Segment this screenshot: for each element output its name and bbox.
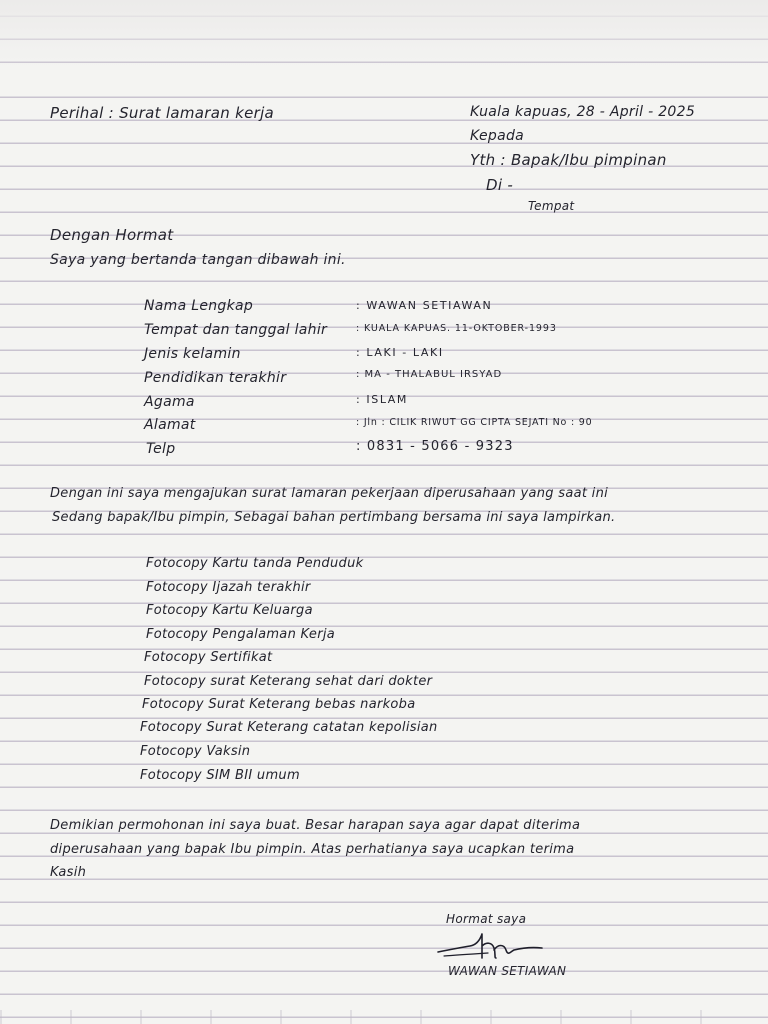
identity-label-birth: Tempat dan tanggal lahir	[144, 322, 328, 338]
attachment-item: Fotocopy Surat Keterang bebas narkoba	[142, 697, 416, 712]
attachment-item: Fotocopy Sertifikat	[144, 650, 273, 665]
identity-value-address: : Jln : CILIK RIWUT GG CIPTA SEJATI No : 90	[356, 417, 593, 428]
recipient-place: Tempat	[528, 199, 575, 213]
signoff-name: WAWAN SETIAWAN	[448, 964, 567, 978]
recipient-line: Yth : Bapak/Ibu pimpinan	[470, 151, 667, 169]
identity-value-birth: : KUALA KAPUAS. 11-OKTOBER-1993	[356, 323, 557, 334]
attachment-item: Fotocopy Pengalaman Kerja	[146, 627, 336, 642]
recipient-label: Kepada	[470, 128, 525, 144]
body-paragraph-line: Sedang bapak/Ibu pimpin, Sebagai bahan pertimbang bersama ini saya lampirkan.	[52, 510, 616, 525]
attachment-item: Fotocopy Vaksin	[140, 744, 251, 759]
closing-paragraph-line: diperusahaan yang bapak Ibu pimpin. Atas perhatianya saya ucapkan terima	[50, 842, 575, 857]
identity-value-education: : MA - THALABUL IRSYAD	[356, 369, 503, 380]
attachment-item: Fotocopy Kartu tanda Penduduk	[146, 556, 364, 571]
closing-paragraph-line: Demikian permohonan ini saya buat. Besar harapan saya agar dapat diterima	[50, 818, 581, 833]
identity-label-religion: Agama	[144, 394, 195, 410]
subject-line: Perihal : Surat lamaran kerja	[50, 104, 275, 122]
identity-label-address: Alamat	[144, 417, 196, 433]
attachment-item: Fotocopy Kartu Keluarga	[146, 603, 313, 618]
recipient-di: Di -	[486, 176, 514, 194]
greeting: Dengan Hormat	[50, 226, 174, 244]
identity-label-phone: Telp	[146, 441, 176, 457]
place-date: Kuala kapuas, 28 - April - 2025	[470, 104, 696, 120]
attachment-item: Fotocopy SIM BII umum	[140, 768, 300, 783]
identity-value-phone: : 0831 - 5066 - 9323	[356, 439, 514, 454]
paper-shadow	[0, 0, 768, 70]
attachment-item: Fotocopy surat Keterang sehat dari dokter	[144, 674, 433, 689]
identity-label-name: Nama Lengkap	[144, 298, 254, 314]
paper-edge-marks	[0, 1010, 768, 1024]
attachment-item: Fotocopy Surat Keterang catatan kepolisian	[140, 720, 438, 735]
intro-line: Saya yang bertanda tangan dibawah ini.	[50, 252, 346, 268]
handwritten-signature	[436, 928, 546, 964]
identity-value-gender: : LAKI - LAKI	[356, 346, 444, 359]
attachment-item: Fotocopy Ijazah terakhir	[146, 580, 311, 595]
signoff-greeting: Hormat saya	[446, 912, 527, 926]
identity-label-gender: Jenis kelamin	[144, 346, 241, 362]
identity-value-name: : WAWAN SETIAWAN	[356, 299, 493, 312]
identity-label-education: Pendidikan terakhir	[144, 370, 287, 386]
identity-value-religion: : ISLAM	[356, 393, 409, 406]
closing-paragraph-line: Kasih	[50, 865, 87, 880]
body-paragraph-line: Dengan ini saya mengajukan surat lamaran pekerjaan diperusahaan yang saat ini	[50, 486, 609, 501]
